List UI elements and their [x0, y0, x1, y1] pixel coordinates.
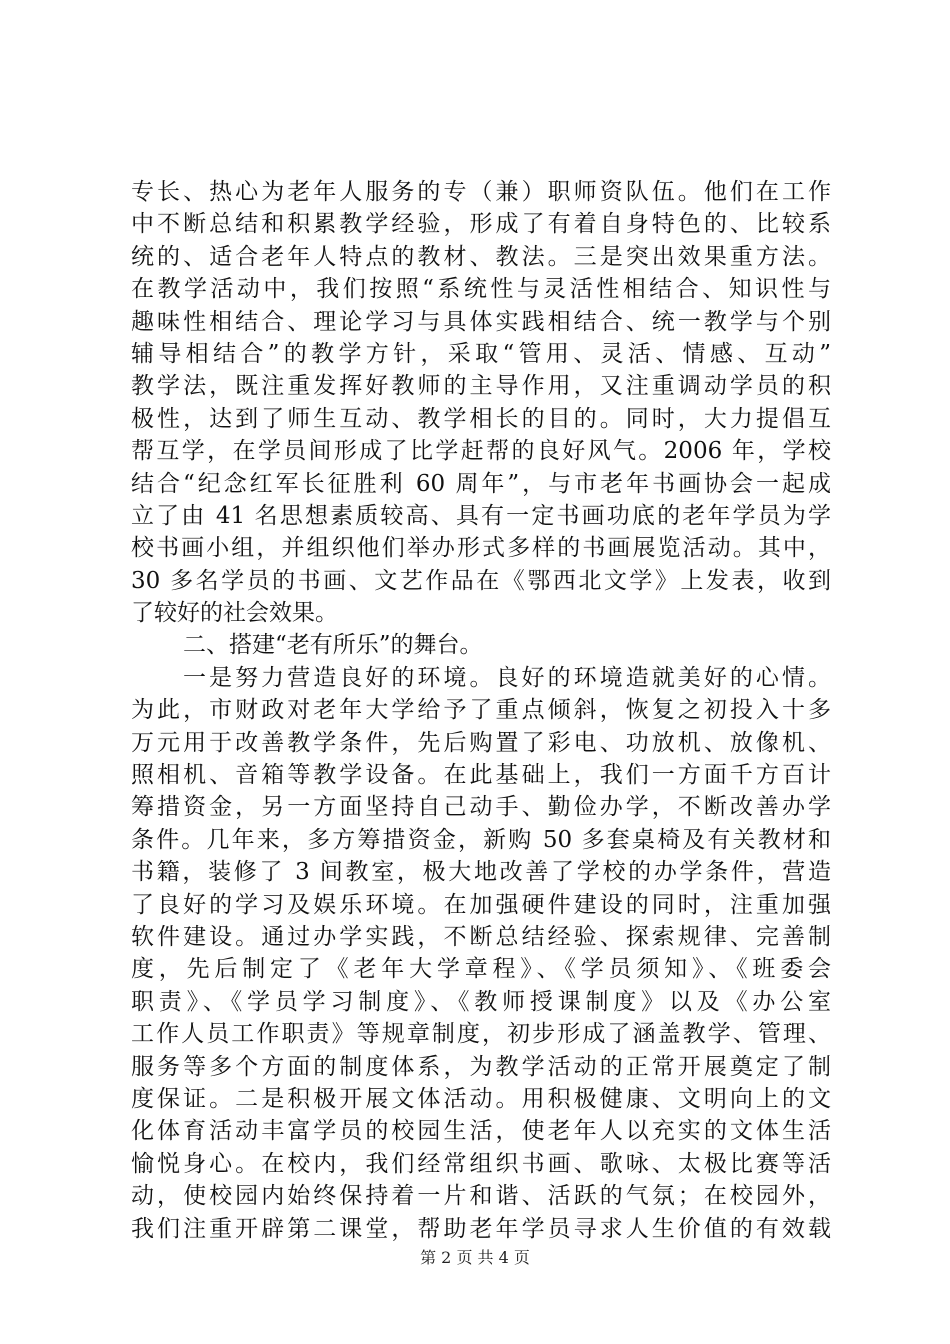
section-heading: 二、搭建“老有所乐”的舞台。	[183, 632, 483, 659]
text-line: 条件。几年来，多方筹措资金，新购 50 多套桌椅及有关教材和	[131, 826, 831, 853]
text-line: 辅导相结合”的教学方针，采取“管用、灵活、情感、互动”	[131, 340, 831, 367]
text-line: 化体育活动丰富学员的校园生活，使老年人以充实的文体生活	[131, 1118, 831, 1145]
text-line: 帮互学，在学员间形成了比学赶帮的良好风气。2006 年，学校	[131, 438, 831, 465]
text-line: 专长、热心为老年人服务的专（兼）职师资队伍。他们在工作	[131, 179, 831, 205]
text-line: 愉悦身心。在校内，我们经常组织书画、歌咏、太极比赛等活	[131, 1150, 831, 1177]
text-line: 极性，达到了师生互动、教学相长的目的。同时，大力提倡互	[131, 405, 831, 432]
text-line: 职责》、《学员学习制度》、《教师授课制度》以及《办公室	[131, 988, 831, 1015]
text-line: 软件建设。通过办学实践，不断总结经验、探索规律、完善制	[131, 923, 831, 950]
text-line: 为此，市财政对老年大学给予了重点倾斜，恢复之初投入十多	[131, 697, 831, 724]
body-text	[131, 176, 831, 1245]
text-line: 30 多名学员的书画、文艺作品在《鄂西北文学》上发表，收到	[131, 567, 831, 594]
text-line: 度保证。二是积极开展文体活动。用积极健康、文明向上的文	[131, 1085, 831, 1112]
text-line: 书籍，装修了 3 间教室，极大地改善了学校的办学条件，营造	[131, 859, 831, 886]
text-line: 了良好的学习及娱乐环境。在加强硬件建设的同时，注重加强	[131, 891, 831, 918]
text-line: 我们注重开辟第二课堂，帮助老年学员寻求人生价值的有效载	[131, 1215, 831, 1242]
text-line: 中不断总结和积累教学经验，形成了有着自身特色的、比较系	[131, 211, 831, 238]
text-line: 结合“纪念红军长征胜利 60 周年”，与市老年书画协会一起成	[131, 470, 831, 497]
text-line: 校书画小组，并组织他们举办形式多样的书画展览活动。其中，	[131, 535, 831, 562]
text-line: 教学法，既注重发挥好教师的主导作用，又注重调动学员的积	[131, 373, 831, 400]
paragraph-first-line: 一是努力营造良好的环境。良好的环境造就美好的心情。	[183, 664, 831, 691]
text-line: 万元用于改善教学条件，先后购置了彩电、功放机、放像机、	[131, 729, 831, 756]
text-line: 照相机、音箱等教学设备。在此基础上，我们一方面千方百计	[131, 762, 831, 789]
text-line: 统的、适合老年人特点的教材、教法。三是突出效果重方法。	[131, 243, 831, 270]
text-line: 在教学活动中，我们按照“系统性与灵活性相结合、知识性与	[131, 276, 831, 303]
text-line: 度，先后制定了《老年大学章程》、《学员须知》、《班委会	[131, 956, 831, 983]
text-line: 服务等多个方面的制度体系，为教学活动的正常开展奠定了制	[131, 1053, 831, 1080]
page-number-footer: 第 2 页 共 4 页	[420, 1248, 530, 1267]
text-line: 动，使校园内始终保持着一片和谐、活跃的气氛；在校园外，	[131, 1183, 831, 1210]
text-line: 立了由 41 名思想素质较高、具有一定书画功底的老年学员为学	[131, 502, 831, 529]
text-line: 工作人员工作职责》等规章制度，初步形成了涵盖教学、管理、	[131, 1021, 831, 1048]
text-line: 了较好的社会效果。	[131, 600, 338, 627]
text-line: 筹措资金，另一方面坚持自己动手、勤俭办学，不断改善办学	[131, 794, 831, 821]
text-line: 趣味性相结合、理论学习与具体实践相结合、统一教学与个别	[131, 308, 831, 335]
